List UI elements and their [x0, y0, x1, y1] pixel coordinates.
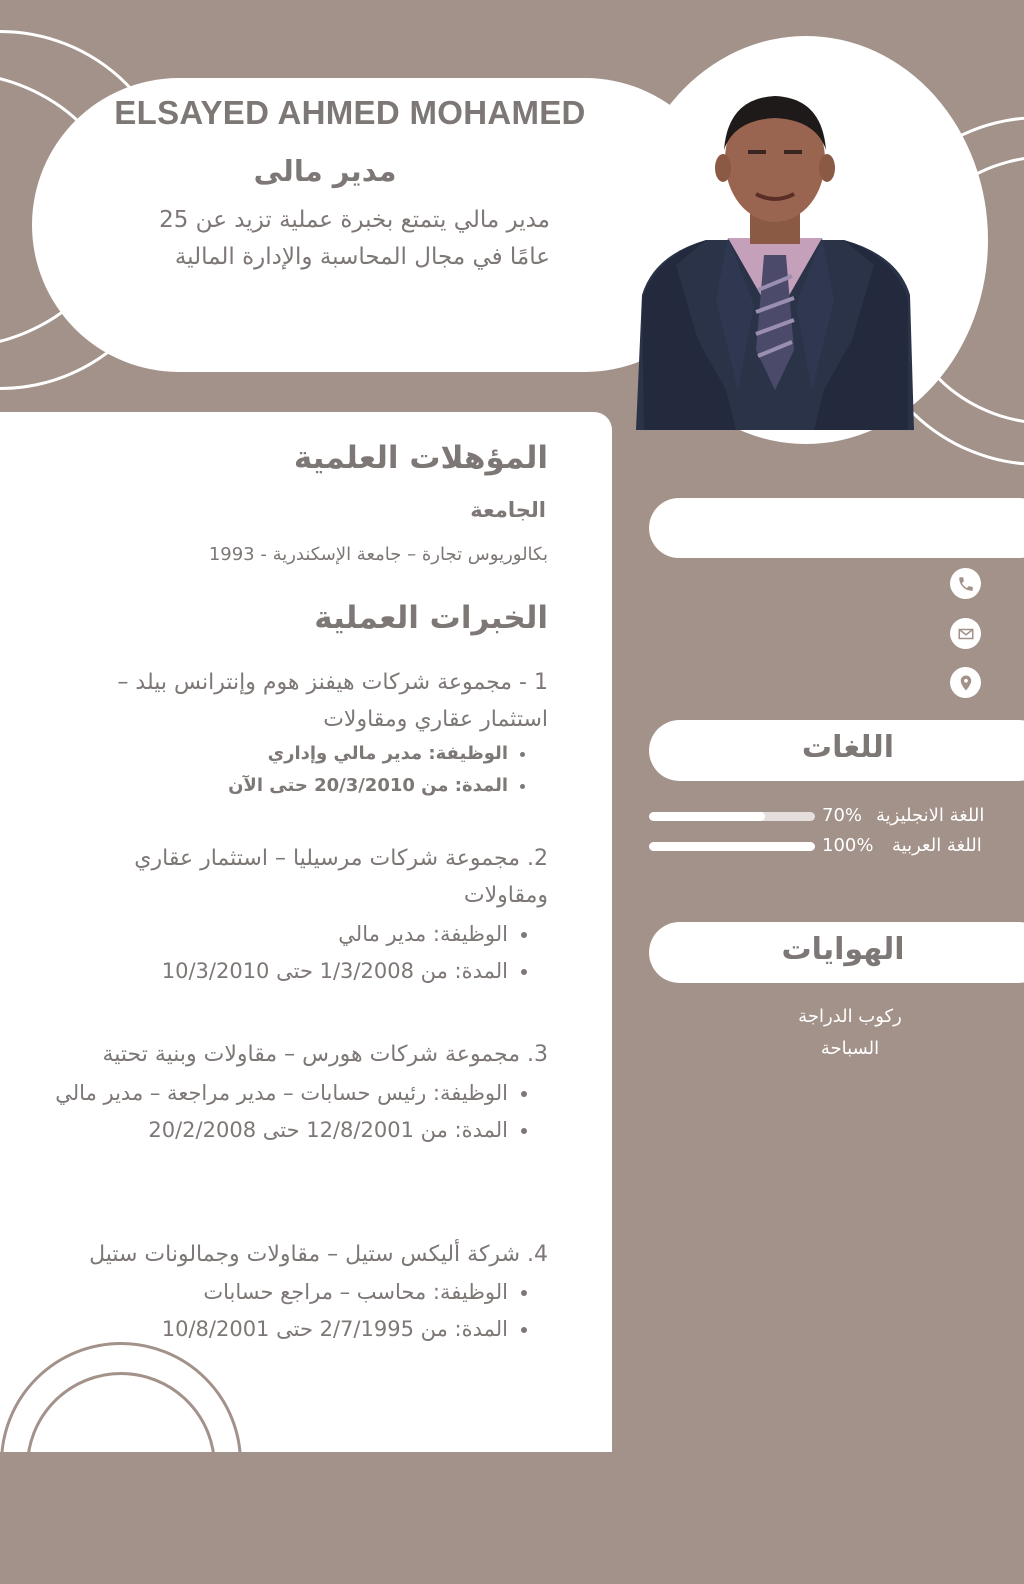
job-duration: • المدة: من 2/7/1995 حتى 10/8/2001 — [162, 1311, 508, 1348]
language-name: اللغة العربية — [892, 835, 982, 856]
decorative-ring — [26, 1372, 216, 1562]
profile-summary: مدير مالي يتمتع بخبرة عملية تزيد عن 25 عامًا في مجال المحاسبة والإدارة المالية — [159, 207, 550, 270]
contact-pill — [649, 498, 1024, 558]
job-details-list — [228, 738, 530, 802]
job-heading: 3. مجموعة شركات هورس – مقاولات وبنية تحتية — [102, 1042, 548, 1067]
location-icon — [950, 667, 981, 698]
email-icon — [950, 618, 981, 649]
language-progress-fill — [649, 812, 765, 821]
job-details-list — [162, 1274, 530, 1348]
phone-icon — [950, 568, 981, 599]
hobby-item: السباحة — [820, 1038, 880, 1059]
job-duration: • المدة: من 12/8/2001 حتى 20/2/2008 — [48, 1112, 508, 1149]
profile-photo — [636, 90, 914, 430]
job-duration: • المدة: من 20/3/2010 حتى الآن — [228, 770, 508, 802]
hobbies-title: الهوايات — [781, 932, 905, 967]
job-details-list — [48, 1075, 530, 1149]
language-percent: 70% — [822, 805, 863, 826]
language-progress-bar — [649, 812, 815, 821]
job-heading: 4. شركة أليكس ستيل – مقاولات وجمالونات ستيل — [89, 1242, 548, 1267]
job-duration: • المدة: من 1/3/2008 حتى 10/3/2010 — [162, 953, 508, 990]
candidate-name: ELSAYED AHMED MOHAMED — [114, 94, 586, 131]
job-role: • الوظيفة: مدير مالي وإداري — [228, 738, 508, 770]
job-role: • الوظيفة: محاسب – مراجع حسابات — [162, 1274, 508, 1311]
job-role: • الوظيفة: مدير مالي — [162, 916, 508, 953]
university-subtitle: الجامعة — [470, 498, 546, 522]
language-progress-fill — [649, 842, 815, 851]
language-name: اللغة الانجليزية — [876, 805, 985, 826]
languages-title: اللغات — [801, 730, 895, 765]
experience-title: الخبرات العملية — [314, 600, 548, 636]
job-title: مدير مالى — [253, 154, 397, 188]
language-progress-bar — [649, 842, 815, 851]
job-role: • الوظيفة: رئيس حسابات – مدير مراجعة – مدير مالي — [48, 1075, 508, 1112]
job-heading: 1 - مجموعة شركات هيفنز هوم وإنترانس بيلد – استثمار عقاري ومقاولات — [117, 670, 548, 732]
language-percent: 100% — [822, 835, 874, 856]
education-title: المؤهلات العلمية — [293, 440, 548, 476]
degree-text: بكالوريوس تجارة – جامعة الإسكندرية - 1993 — [208, 544, 548, 565]
job-details-list — [162, 916, 530, 990]
hobby-item: ركوب الدراجة — [798, 1006, 902, 1027]
job-heading: 2. مجموعة شركات مرسيليا – استثمار عقاري ومقاولات — [134, 846, 548, 908]
